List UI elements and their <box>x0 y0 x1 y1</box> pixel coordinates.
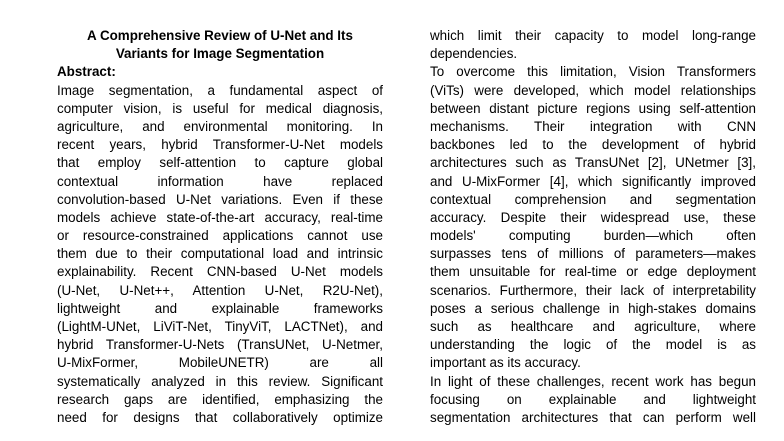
text-line: segmentation architectures that can perform well <box>430 409 756 425</box>
text-line: recent years, hybrid Transformer-U-Net models <box>57 137 383 153</box>
text-line: or resource-constrained applications cannot use <box>57 228 383 244</box>
text-line: U-MixFormer, MobileUNETR) are all <box>57 355 383 371</box>
text-line: them unsuitable for real-time or edge deployment <box>430 264 756 280</box>
text-line: them due to their computational load and intrinsic <box>57 246 383 262</box>
text-line: architectures such as TransUNet [2], UNetmer [3], <box>430 155 756 171</box>
text-line: such as healthcare and agriculture, where <box>430 319 756 334</box>
left-column <box>57 27 383 427</box>
abstract-heading: Abstract: <box>57 64 116 80</box>
text-line: between distant picture regions using self-attention <box>430 100 756 116</box>
text-line: hybrid Transformer-U-Nets (TransUNet, U-Netmer, <box>57 337 383 353</box>
text-line: Image segmentation, a fundamental aspect of <box>57 82 383 98</box>
text-line: (ViTs) were developed, which model relationships <box>430 82 756 98</box>
text-line: accuracy. Despite their widespread use, these <box>430 209 756 225</box>
text-line: explainability. Recent CNN-based U-Net models <box>57 264 383 280</box>
text-line: (LightM-UNet, LiViT-Net, TinyViT, LACTNet), and <box>57 319 383 335</box>
text-line: systematically analyzed in this review. Significant <box>57 373 383 389</box>
text-line: In light of these challenges, recent work has begun <box>430 373 756 389</box>
text-line: models achieve state-of-the-art accuracy, real-time <box>57 209 383 225</box>
text-line: computer vision, is useful for medical diagnosis, <box>57 100 383 116</box>
text-line: important as its accuracy. <box>430 355 581 371</box>
text-line: mechanisms. Their integration with CNN <box>430 118 756 134</box>
text-line: models' computing burden—which often <box>430 228 756 244</box>
text-line: that employ self-attention to capture global <box>57 155 383 171</box>
text-line: focusing on explainable and lightweight <box>430 391 756 407</box>
paper-title <box>57 27 383 63</box>
text-line: dependencies. <box>430 46 518 62</box>
title-line-1: A Comprehensive Review of U-Net and Its <box>87 28 353 43</box>
text-line: poses a serious challenge in high-stakes domains <box>430 300 756 316</box>
text-line: research gaps are identified, emphasizing the <box>57 391 383 407</box>
text-line: understanding the logic of the model is as <box>430 337 756 353</box>
text-line: surpasses tens of millions of parameters—makes <box>430 246 756 262</box>
text-line: contextual comprehension and segmentation <box>430 191 756 207</box>
text-line: To overcome this limitation, Vision Transformers <box>430 64 756 80</box>
text-line: scenarios. Furthermore, their lack of interpretability <box>430 282 756 298</box>
text-line: lightweight and explainable frameworks <box>57 300 383 316</box>
right-column <box>430 27 756 427</box>
text-line: (U-Net, U-Net++, Attention U-Net, R2U-Net), <box>57 282 383 298</box>
text-line: contextual information have replaced <box>57 173 383 189</box>
text-line: need for designs that collaboratively optimize <box>57 409 383 425</box>
text-line: which limit their capacity to model long-range <box>430 28 756 43</box>
abstract-body <box>57 82 383 428</box>
text-line: backbones led to the development of hybrid <box>430 137 756 153</box>
title-line-2: Variants for Image Segmentation <box>115 46 325 62</box>
text-line: and U-MixFormer [4], which significantly improved <box>430 173 756 189</box>
text-line: convolution-based U-Net variations. Even if these <box>57 191 383 207</box>
text-line: agriculture, and environmental monitoring. In <box>57 118 383 134</box>
